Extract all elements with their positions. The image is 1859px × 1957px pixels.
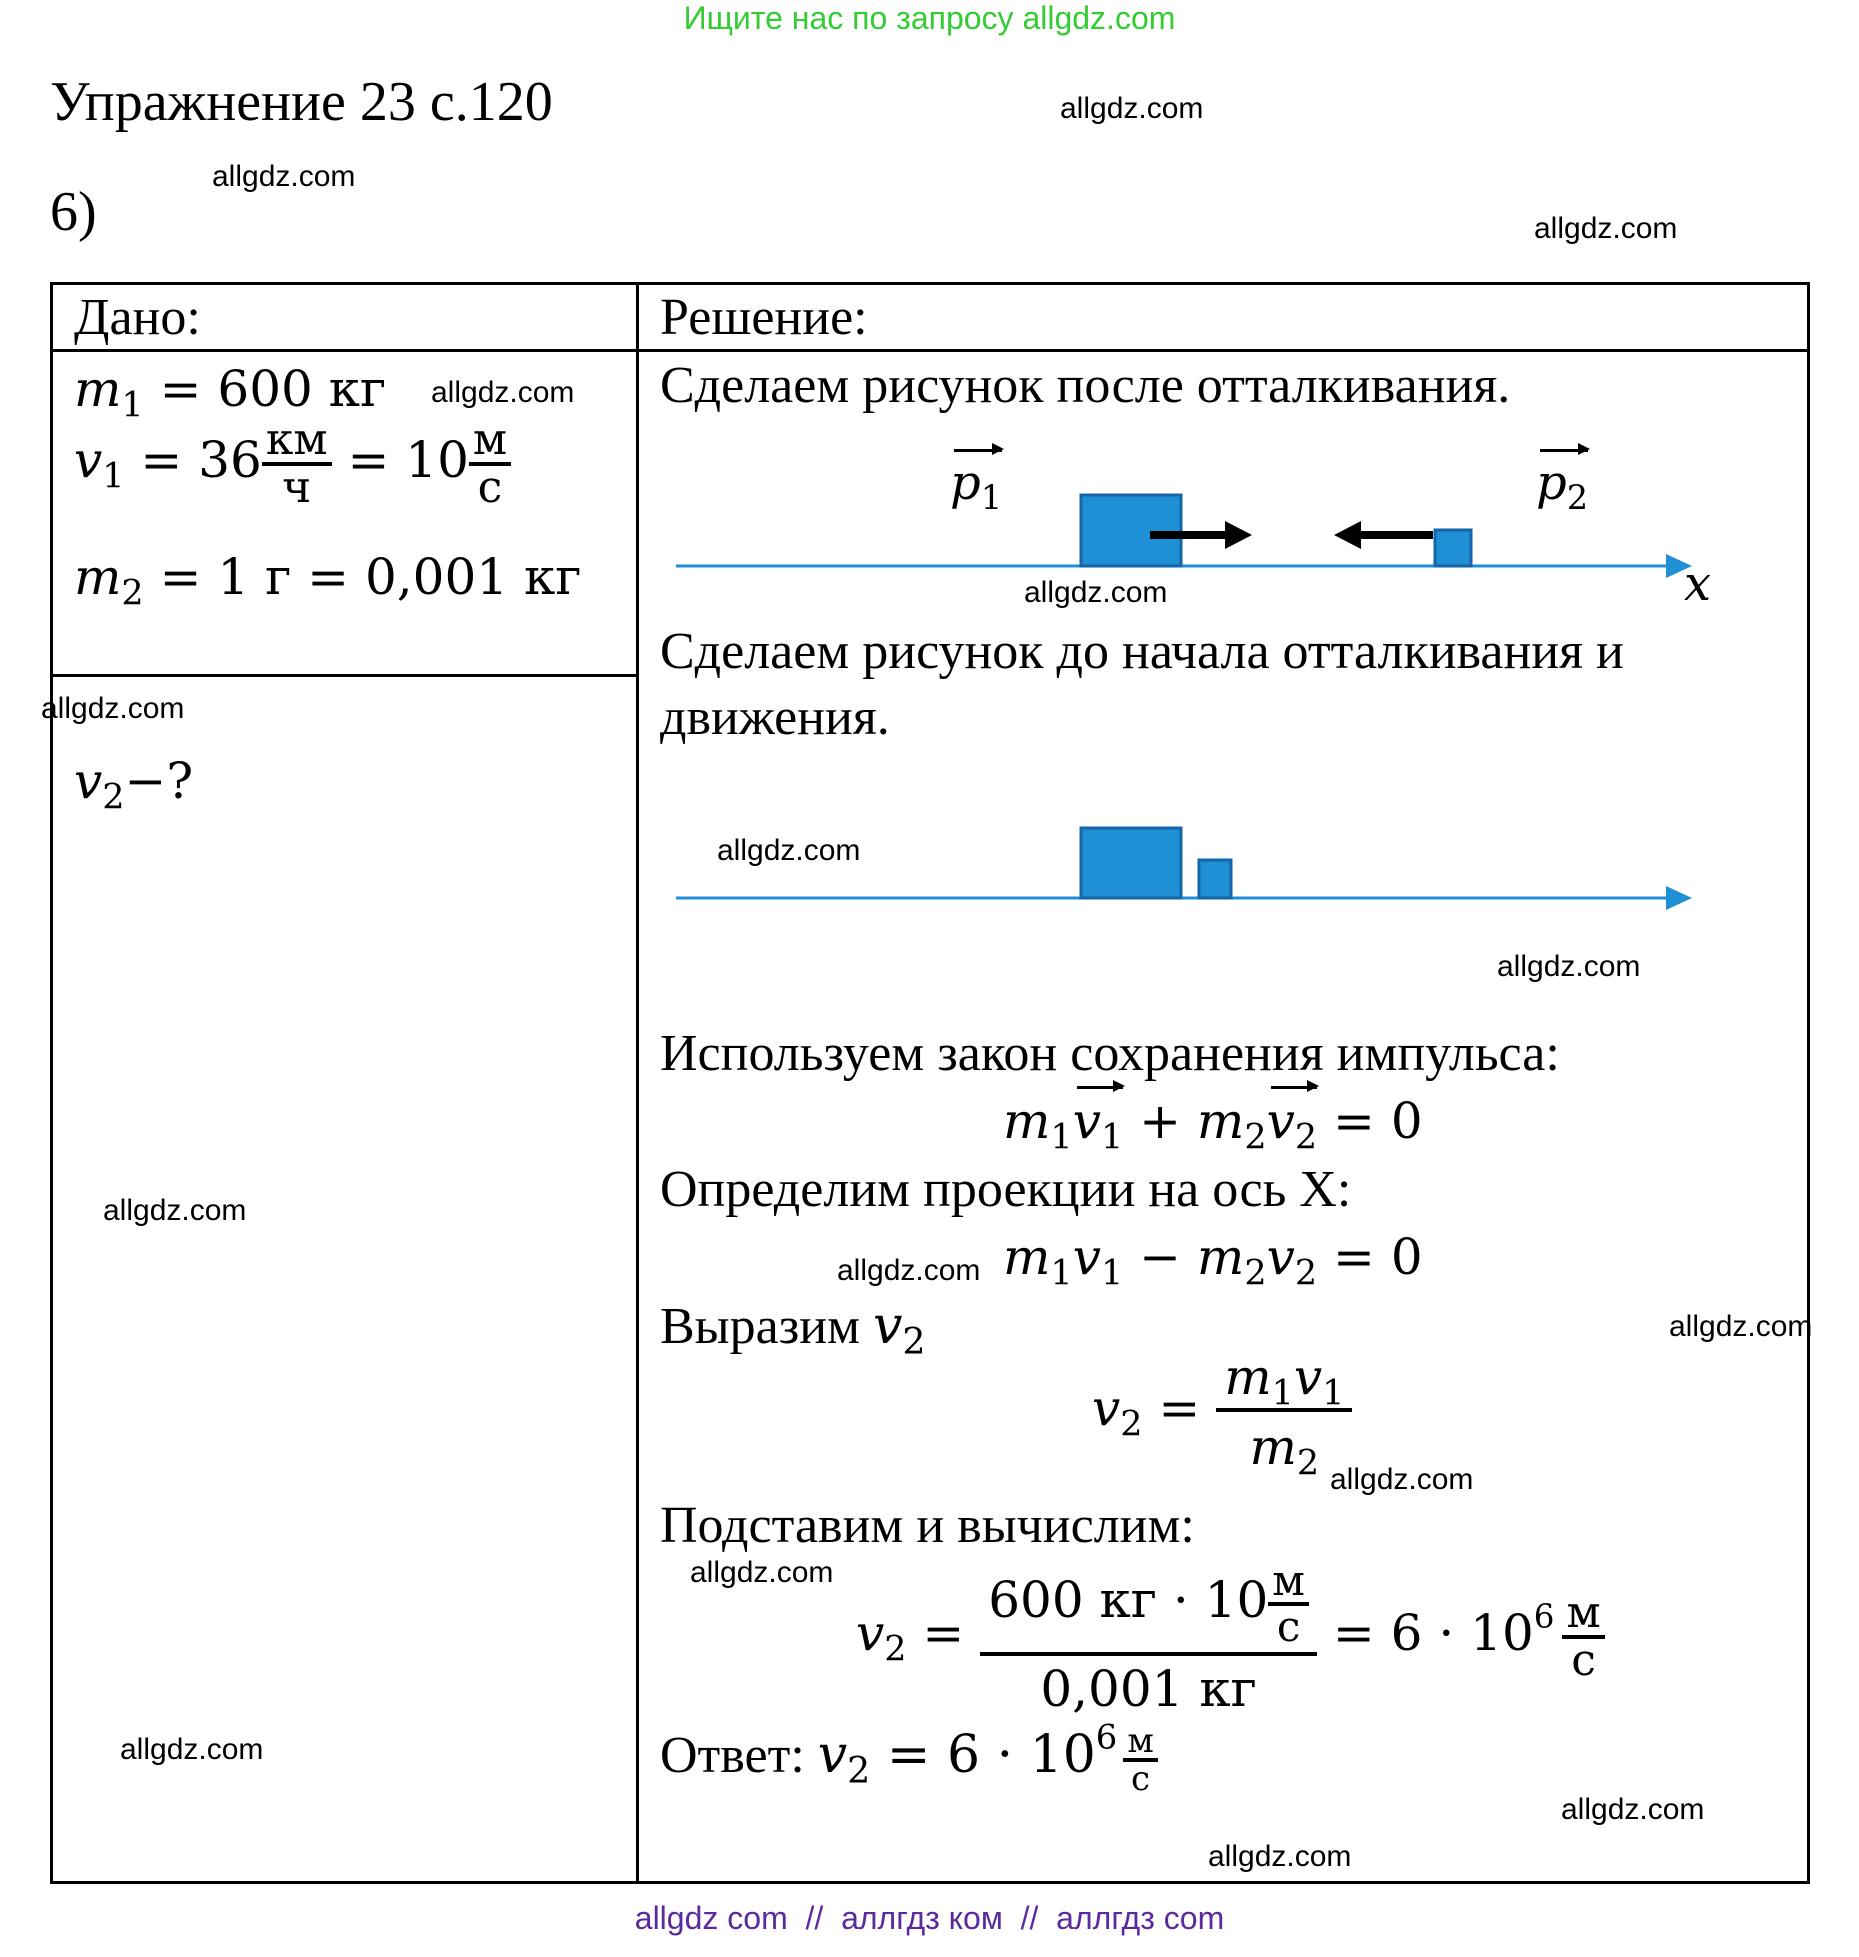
watermark: allgdz.com	[1561, 1793, 1705, 1826]
figure-after-push	[660, 440, 1760, 620]
big-block	[1081, 828, 1181, 898]
step4-text: Определим проекции на ось Х:	[660, 1161, 1352, 1218]
big-block	[1081, 495, 1181, 566]
watermark: allgdz.com	[1669, 1310, 1813, 1343]
table-divider-vertical	[636, 282, 639, 1884]
watermark: allgdz.com	[1208, 1840, 1352, 1873]
projection-equation: $m_1v_1 - m_2v_2 = 0$	[1003, 1228, 1423, 1294]
small-block	[1435, 530, 1471, 566]
part-label: 6)	[50, 181, 97, 243]
figure-before-push	[660, 810, 1760, 920]
watermark: allgdz.com	[1060, 92, 1204, 125]
p1-label: $p_1$	[950, 455, 1003, 518]
table-divider-given	[50, 674, 639, 677]
momentum-arrowhead-2	[1334, 521, 1361, 549]
solution-header: Решение:	[660, 289, 868, 346]
given-m1: $m_1 = 600$ кг	[74, 360, 387, 426]
watermark: allgdz.com	[41, 692, 185, 725]
momentum-arrowhead-1	[1225, 521, 1252, 549]
watermark: allgdz.com	[1330, 1463, 1474, 1496]
top-banner: Ищите нас по запросу allgdz.com	[683, 0, 1176, 36]
watermark: allgdz.com	[1024, 576, 1168, 609]
given-m2: $m_2 = 1$ г = 0,001 кг	[74, 548, 582, 614]
watermark: allgdz.com	[837, 1254, 981, 1287]
x-axis-label: x	[1684, 556, 1712, 612]
footer-links: allgdz com // аллгдз ком // аллгдз com	[634, 1900, 1225, 1936]
watermark: allgdz.com	[690, 1556, 834, 1589]
given-header: Дано:	[74, 289, 201, 346]
answer-line: Ответ: $v_2 = 6 \cdot 10^6$ $\frac{м}{с}$	[660, 1724, 1158, 1796]
step6-text: Подставим и вычислим:	[660, 1497, 1195, 1554]
watermark: allgdz.com	[1534, 212, 1678, 245]
step3-text: Используем закон сохранения импульса:	[660, 1025, 1560, 1082]
watermark: allgdz.com	[120, 1733, 264, 1766]
p2-label: $p_2$	[1536, 455, 1589, 518]
watermark: allgdz.com	[212, 160, 356, 193]
step2-text-line2: движения.	[660, 689, 890, 746]
calculation-equation: $v_2$ = 600 кг · 10 $\frac{м}{с}$ 0,001 кг = $6 \cdot 10^6$ $\frac{м}{с}$	[856, 1560, 1605, 1714]
axis-arrowhead	[1666, 886, 1692, 910]
page-title: Упражнение 23 с.120	[50, 71, 553, 133]
step5-text: Выразим $v_2$	[660, 1296, 926, 1363]
find-v2: $v_2-$?	[74, 752, 194, 818]
v2-formula: $v_2$ = $\frac{m_1v_1}{m_2}$	[1092, 1352, 1352, 1472]
small-block	[1199, 860, 1231, 898]
watermark: allgdz.com	[1497, 950, 1641, 983]
momentum-vector-equation: $m_1v_1 + m_2v_2 = 0$	[1003, 1092, 1423, 1158]
watermark: allgdz.com	[103, 1194, 247, 1227]
step1-text: Сделаем рисунок после отталкивания.	[660, 357, 1511, 414]
given-v1: $v_1 = 36$ $\frac{км}{ч}$ = 10 $\frac{м}{с}$	[74, 418, 511, 510]
step2-text-line1: Сделаем рисунок до начала отталкивания и	[660, 623, 1624, 680]
watermark: allgdz.com	[717, 834, 861, 867]
table-divider-header	[50, 349, 1810, 352]
watermark: allgdz.com	[431, 376, 575, 409]
